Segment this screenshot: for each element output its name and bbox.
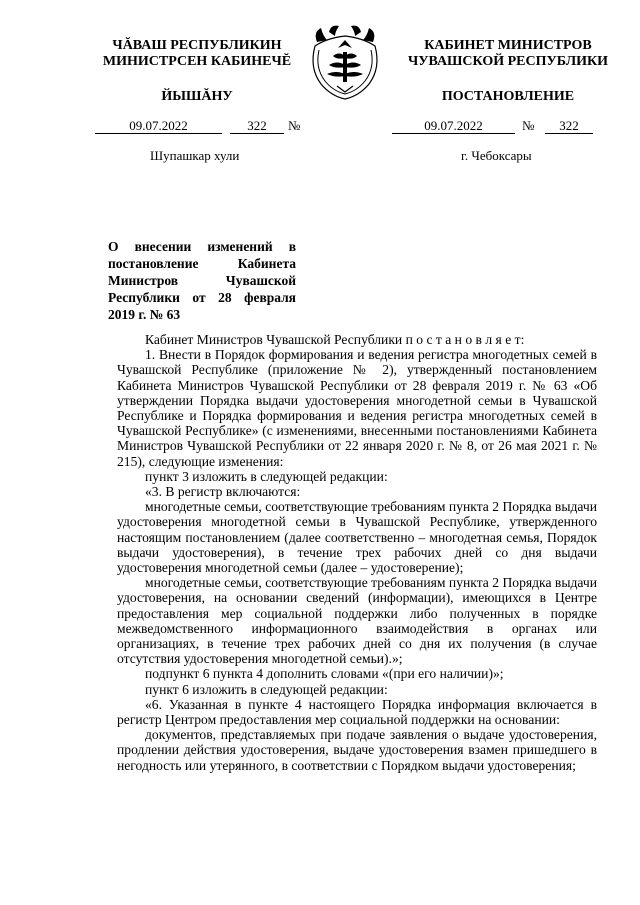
body-paragraph: «6. Указанная в пункте 4 настоящего Порядка информация включается в регистр Центром предоставления мер социальной поддержки на основании:: [117, 696, 597, 728]
body-paragraph: многодетные семьи, соответствующие требованиям пункта 2 Порядка выдачи удостоверения многодетной семьи в Чувашской Республике, утвержденного настоящим постановлением (далее соответственно – многодетная семья, Порядок выдачи удостоверения), в течение трех рабочих дней со дня выдачи удостоверения многодетной семьи (далее – удостоверение);: [117, 499, 597, 576]
body-paragraph: Кабинет Министров Чувашской Республики п о с т а н о в л я е т:: [145, 332, 525, 347]
body-paragraph: подпункт 6 пункта 4 дополнить словами «(при его наличии)»;: [145, 666, 504, 682]
right-city: г. Чебоксары: [461, 148, 532, 163]
body-paragraph: 1. Внести в Порядок формирования и ведения регистра многодетных семей в Чувашской Республике (приложение № 2), утвержденный постановлением Кабинета Министров Чувашской Республики от 28 февраля 2019 г. № 63 «Об утверждении Порядка выдачи удостоверения многодетной семьи в Чувашской Республике и Порядка формирования и ведения регистра многодетных семей в Чувашской Республике» (с изменениями, внесенными постановлениями Кабинета Министров Чувашской Республики от 22 января 2020 г. № 8, от 26 мая 2021 г. № 215), следующие изменения:: [117, 347, 597, 469]
right-number-sign: №: [522, 118, 535, 133]
doctype-left: ЙЫШĂНУ: [161, 89, 233, 104]
body-paragraph: многодетные семьи, соответствующие требованиям пункта 2 Порядка выдачи удостоверения, на основании сведений (информации), имеющихся в Центре предоставления мер социальной поддержки либо полученных в порядке межведомственного информационного взаимодействия в органах или организациях, в течение трех рабочих дней со дня их получения (в случае отсутствия удостоверения многодетной семьи).»;: [117, 575, 597, 667]
document-body: [117, 332, 597, 773]
header-left-line2: МИНИСТРСЕН КАБИНЕЧĔ: [102, 54, 292, 69]
right-number: 322: [545, 118, 593, 134]
body-paragraph: «3. В регистр включаются:: [145, 484, 301, 500]
header-right-line2: ЧУВАШСКОЙ РЕСПУБЛИКИ: [407, 54, 609, 69]
header-left-line1: ЧĂВАШ РЕСПУБЛИКИН: [112, 38, 282, 53]
doctype-right: ПОСТАНОВЛЕНИЕ: [441, 89, 575, 104]
left-city: Шупашкар хули: [150, 148, 240, 163]
number-line: [0, 118, 640, 134]
left-number-sign: №: [288, 118, 301, 133]
header-left-chuvash: [82, 38, 312, 70]
right-date: 09.07.2022: [392, 118, 515, 134]
header-right-line1: КАБИНЕТ МИНИСТРОВ: [424, 38, 592, 53]
body-paragraph: пункт 3 изложить в следующей редакции:: [145, 468, 388, 484]
body-paragraph: документов, представляемых при подаче заявления о выдаче удостоверения, продлении действия удостоверения, выдаче удостоверения взамен пришедшего в негодность или утерянного, в соответствии с Порядком выдачи удостоверения;: [117, 727, 597, 773]
body-paragraph: пункт 6 изложить в следующей редакции:: [145, 681, 388, 697]
header-right-russian: [393, 38, 623, 70]
document-subject: О внесении изменений в постановление Кабинета Министров Чувашской Республики от 28 февраля 2019 г. № 63: [108, 239, 296, 322]
left-date: 09.07.2022: [95, 118, 222, 134]
left-number: 322: [230, 118, 284, 134]
chuvash-coat-of-arms-icon: [303, 18, 387, 102]
